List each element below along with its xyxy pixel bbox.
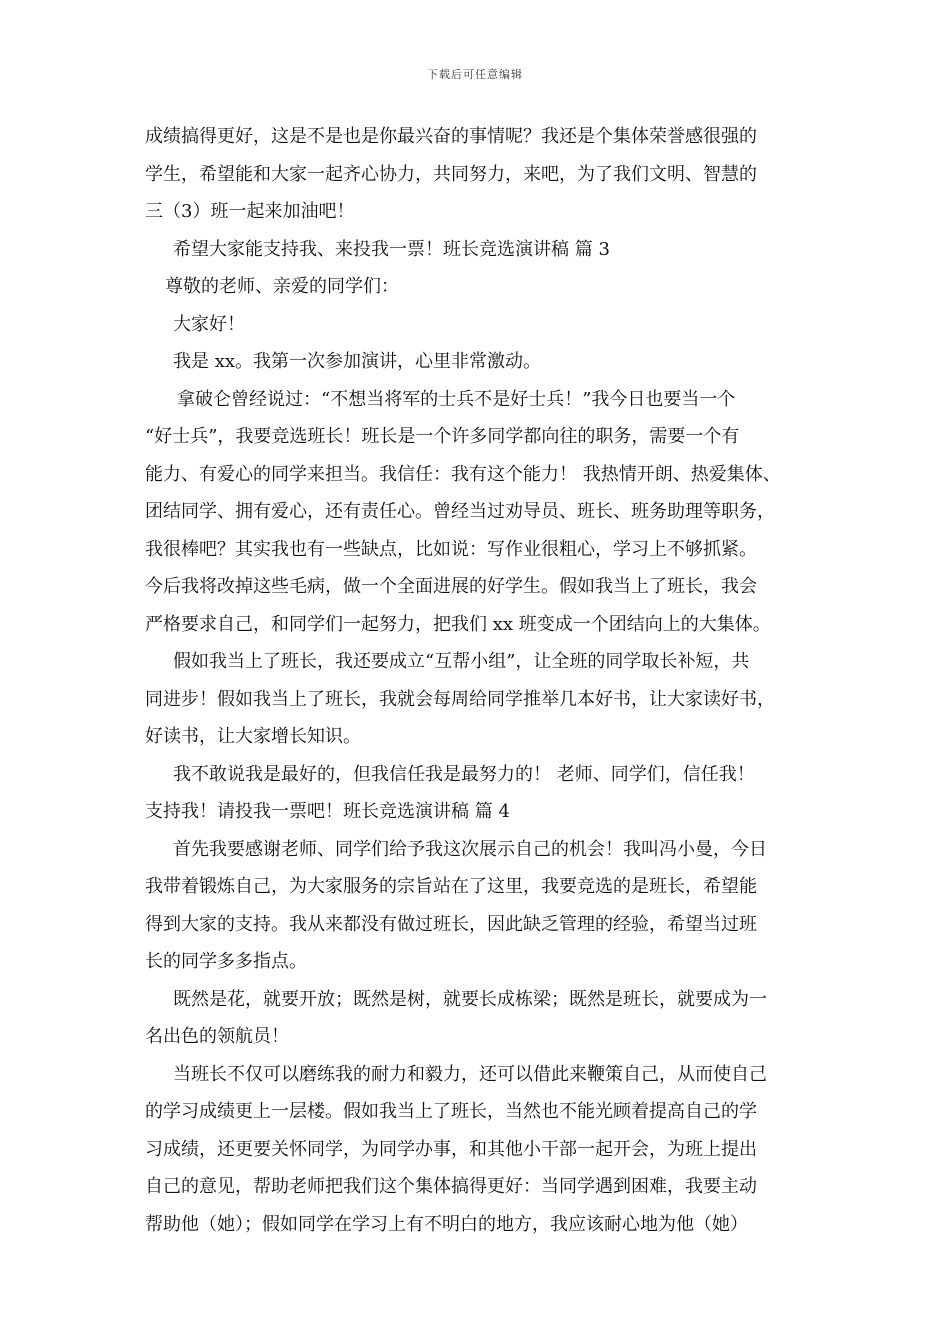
text-line: 希望大家能支持我、来投我一票！班长竞选演讲稿 篇 3	[173, 238, 610, 260]
text-line: 帮助他（她）；假如同学在学习上有不明白的地方，我应该耐心地为他（她）	[145, 1213, 748, 1235]
page-header: 下载后可任意编辑	[427, 68, 523, 81]
text-line: 自己的意见，帮助老师把我们这个集体搞得更好：当同学遇到困难，我要主动	[145, 1176, 757, 1197]
text-line: 三（3）班一起来加油吧！	[145, 201, 355, 222]
text-line: 同进步！假如我当上了班长，我就会每周给同学推举几本好书，让大家读好书，	[145, 688, 775, 710]
text-line: 名出色的领航员！	[145, 1026, 289, 1047]
text-line: 首先我要感谢老师、同学们给予我这次展示自己的机会！我叫冯小曼，今日	[173, 838, 767, 860]
text-line: 长的同学多多指点。	[145, 951, 307, 972]
text-line: 能力、有爱心的同学来担当。我信任：我有这个能力！ 我热情开朗、热爱集体、	[145, 463, 781, 485]
text-line: 我很棒吧？其实我也有一些缺点，比如说：写作业很粗心，学习上不够抓紧。	[145, 538, 757, 560]
text-line: 学生，希望能和大家一起齐心协力，共同努力，来吧，为了我们文明、智慧的	[145, 163, 757, 185]
document-body	[145, 118, 815, 1243]
text-line: “好士兵”，我要竞选班长！班长是一个许多同学都向往的职务，需要一个有	[145, 426, 740, 447]
text-line: 习成绩，还更要关怀同学，为同学办事，和其他小干部一起开会，为班上提出	[145, 1138, 757, 1160]
text-line: 成绩搞得更好，这是不是也是你最兴奋的事情呢？我还是个集体荣誉感很强的	[145, 126, 757, 147]
text-line: 团结同学、拥有爱心，还有责任心。曾经当过劝导员、班长、班务助理等职务，	[145, 501, 775, 522]
text-line: 大家好！	[173, 313, 245, 335]
text-line: 拿破仑曾经说过：“不想当将军的士兵不是好士兵！”我今日也要当一个	[177, 388, 736, 410]
text-line: 得到大家的支持。我从来都没有做过班长，因此缺乏管理的经验，希望当过班	[145, 913, 757, 935]
text-line: 今后我将改掉这些毛病，做一个全面进展的好学生。假如我当上了班长，我会	[145, 576, 757, 597]
text-line: 严格要求自己，和同学们一起努力，把我们 xx 班变成一个团结向上的大集体。	[145, 613, 771, 635]
text-line: 我带着锻炼自己，为大家服务的宗旨站在了这里，我要竞选的是班长，希望能	[145, 876, 757, 897]
text-line: 假如我当上了班长，我还要成立“互帮小组”，让全班的同学取长补短，共	[173, 651, 750, 672]
text-line: 既然是花，就要开放；既然是树，就要长成栋梁；既然是班长，就要成为一	[173, 988, 767, 1010]
text-line: 我是 xx。我第一次参加演讲，心里非常激动。	[173, 351, 542, 372]
text-line: 尊敬的老师、亲爱的同学们：	[165, 276, 399, 297]
text-line: 我不敢说我是最好的，但我信任我是最努力的！ 老师、同学们，信任我！	[173, 763, 755, 785]
text-line: 好读书，让大家增长知识。	[145, 726, 361, 747]
text-line: 支持我！请投我一票吧！班长竞选演讲稿 篇 4	[145, 801, 510, 822]
text-line: 当班长不仅可以磨练我的耐力和毅力，还可以借此来鞭策自己，从而使自己	[173, 1063, 767, 1085]
text-line: 的学习成绩更上一层楼。假如我当上了班长，当然也不能光顾着提高自己的学	[145, 1101, 757, 1122]
